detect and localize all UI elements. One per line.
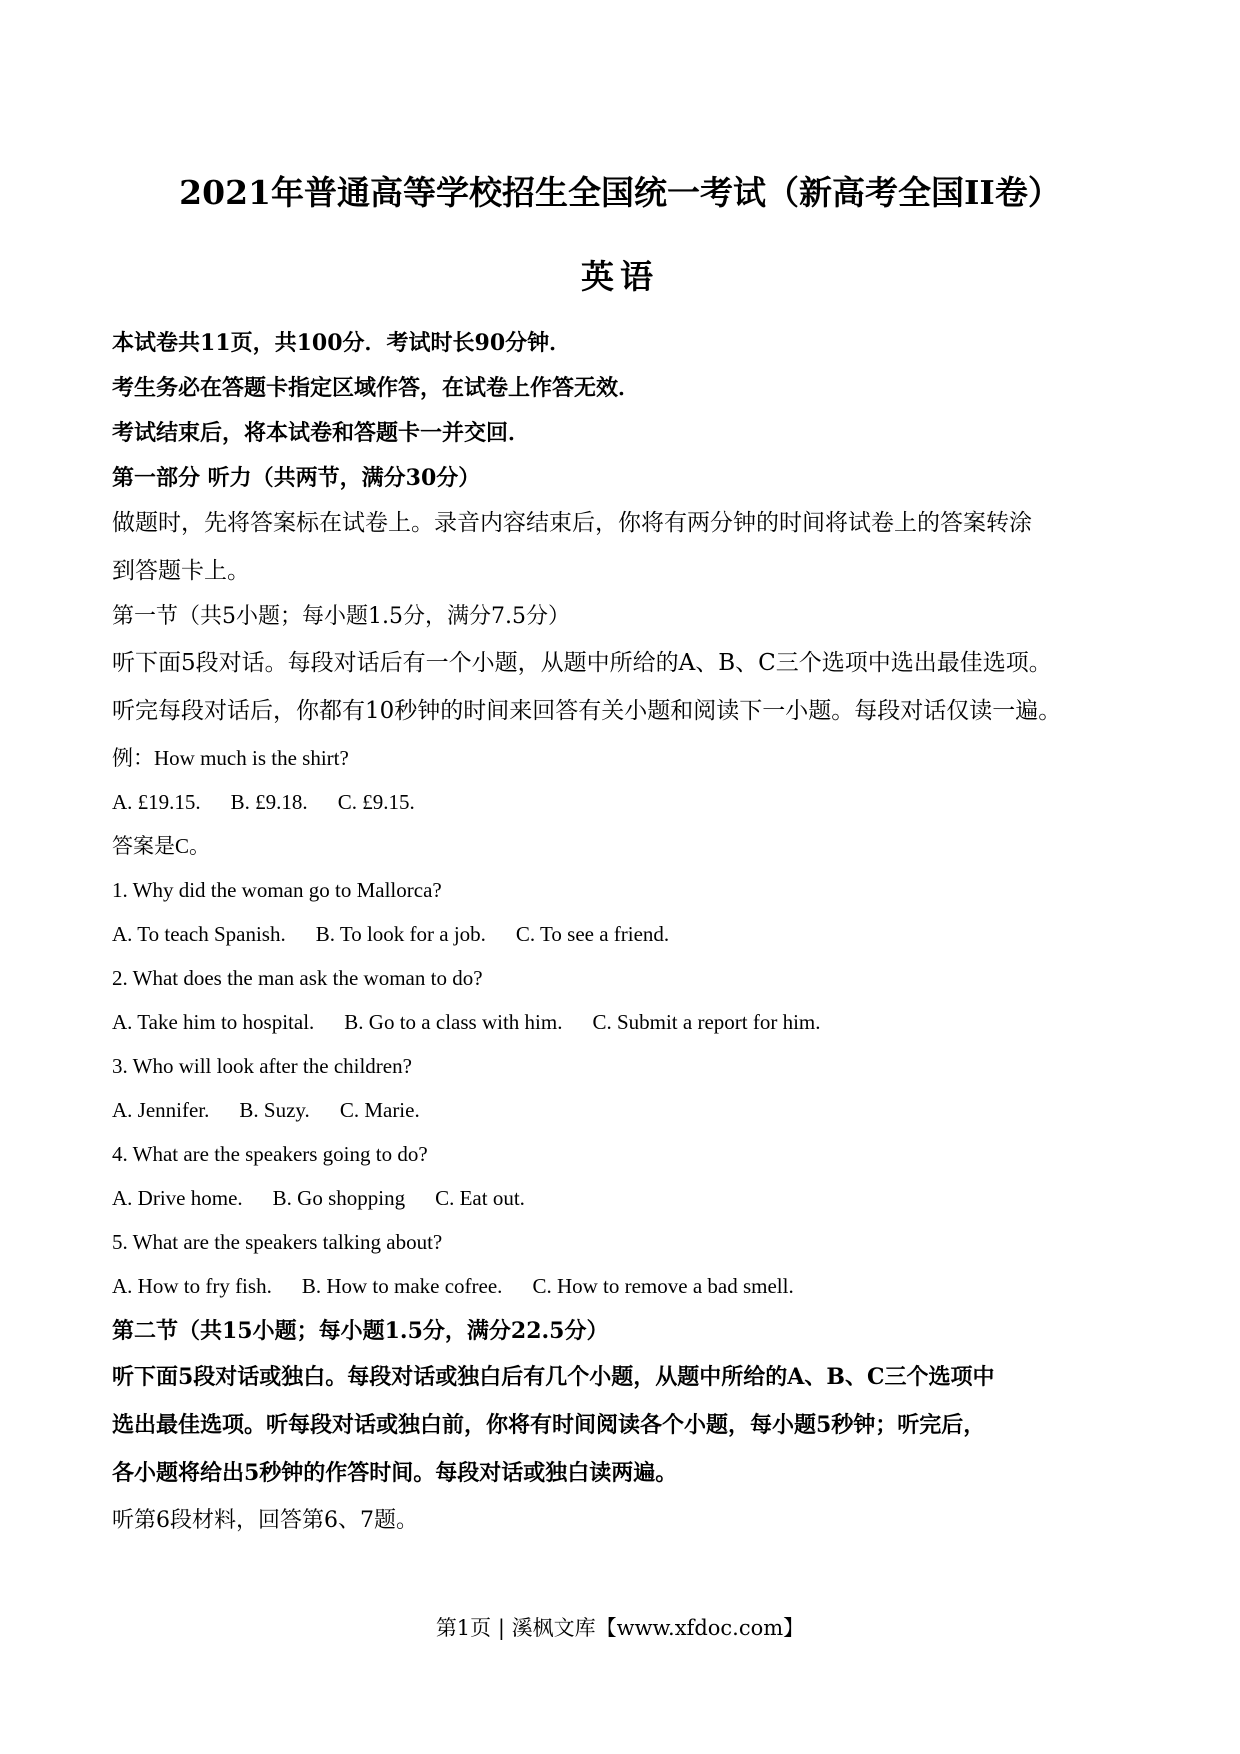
page-footer: 第1页 | 溪枫文库【www.xfdoc.com】: [435, 1616, 805, 1640]
section2-direction: 各小题将给出5秒钟的作答时间。每段对话或独白读两遍。: [112, 1460, 678, 1486]
part1-intro: 到答题卡上。: [112, 558, 250, 584]
section2-direction: 选出最佳选项。听每段对话或独白前，你将有时间阅读各个小题，每小题5秒钟；听完后，: [112, 1412, 986, 1438]
section2-heading: 第二节（共15小题；每小题1.5分，满分22.5分）: [112, 1318, 609, 1344]
option-a: A. To teach Spanish.: [112, 922, 286, 946]
question-3-options: [112, 1098, 420, 1123]
question-5: 5. What are the speakers talking about?: [112, 1230, 443, 1254]
part1-heading: 第一部分 听力（共两节，满分30分）: [112, 465, 481, 491]
subject-title: 英语: [581, 257, 659, 296]
option-c: C. Marie.: [339, 1098, 420, 1122]
option-a: A. How to fry fish.: [112, 1274, 272, 1298]
option-a: A. Drive home.: [112, 1186, 243, 1210]
instruction-line: 考生务必在答题卡指定区域作答，在试卷上作答无效．: [112, 375, 641, 401]
option-c: C. Eat out.: [435, 1186, 525, 1210]
instruction-line: 考试结束后，将本试卷和答题卡一并交回．: [112, 420, 531, 446]
section1-heading: 第一节（共5小题；每小题1.5分，满分7.5分）: [112, 604, 570, 629]
question-4: 4. What are the speakers going to do?: [112, 1142, 428, 1166]
option-b: B. Go to a class with him.: [344, 1010, 563, 1034]
example-answer: 答案是C。: [112, 834, 211, 858]
option-a: A. Take him to hospital.: [112, 1010, 315, 1034]
option-b: B. £9.18.: [230, 790, 308, 814]
example-question: 例：How much is the shirt?: [112, 746, 349, 770]
option-b: B. Suzy.: [239, 1098, 310, 1122]
instruction-line: 本试卷共11页，共100分．考试时长90分钟．: [112, 330, 572, 356]
exam-title: 2021年普通高等学校招生全国统一考试（新高考全国II卷）: [179, 173, 1061, 212]
question-2: 2. What does the man ask the woman to do?: [112, 966, 483, 990]
question-1-options: [112, 922, 669, 947]
option-b: B. Go shopping: [272, 1186, 406, 1210]
question-3: 3. Who will look after the children?: [112, 1054, 412, 1078]
section1-direction: 听完每段对话后，你都有10秒钟的时间来回答有关小题和阅读下一小题。每段对话仅读一遍。: [112, 698, 1062, 724]
question-4-options: [112, 1186, 525, 1211]
option-b: B. To look for a job.: [315, 922, 486, 946]
option-a: A. Jennifer.: [112, 1098, 210, 1122]
material-note: 听第6段材料，回答第6、7题。: [112, 1508, 418, 1533]
option-b: B. How to make cofree.: [301, 1274, 503, 1298]
option-c: C. How to remove a bad smell.: [532, 1274, 794, 1298]
example-options: [112, 790, 415, 815]
question-5-options: [112, 1274, 794, 1299]
question-1: 1. Why did the woman go to Mallorca?: [112, 878, 442, 902]
question-2-options: [112, 1010, 821, 1035]
part1-intro: 做题时，先将答案标在试卷上。录音内容结束后，你将有两分钟的时间将试卷上的答案转涂: [112, 510, 1032, 536]
option-c: C. To see a friend.: [515, 922, 670, 946]
option-c: C. £9.15.: [337, 790, 415, 814]
option-a: A. £19.15.: [112, 790, 201, 814]
option-c: C. Submit a report for him.: [592, 1010, 821, 1034]
section2-direction: 听下面5段对话或独白。每段对话或独白后有几个小题，从题中所给的A、B、C三个选项中: [112, 1364, 995, 1390]
section1-direction: 听下面5段对话。每段对话后有一个小题，从题中所给的A、B、C三个选项中选出最佳选项。: [112, 650, 1052, 676]
